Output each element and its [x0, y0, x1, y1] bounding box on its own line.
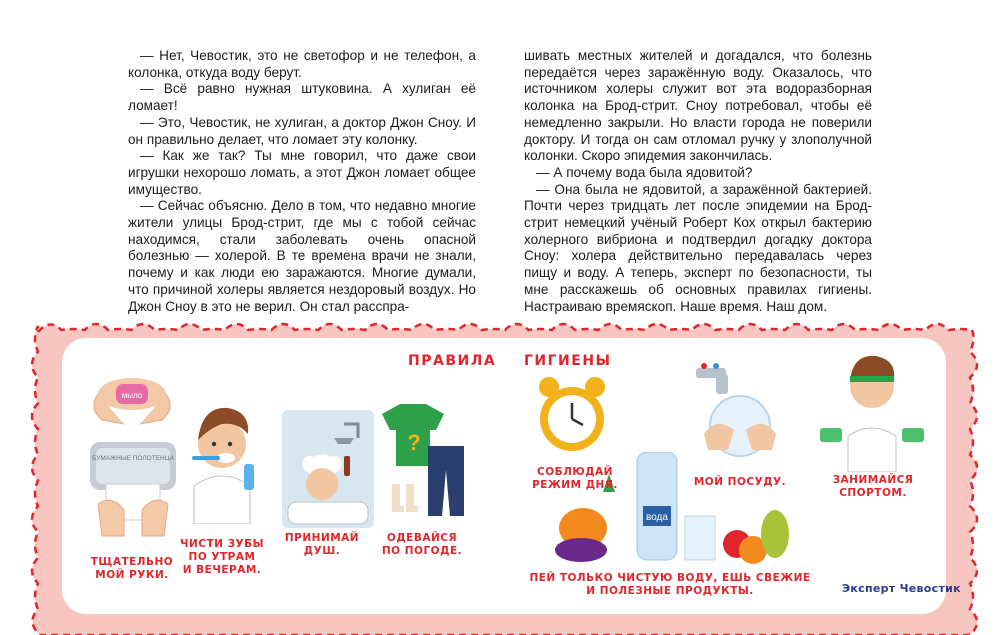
- rule-shower: [272, 532, 372, 558]
- caption-line: И ВЕЧЕРАМ.: [182, 564, 262, 576]
- caption-line: РЕЖИМ ДНЯ.: [532, 479, 618, 491]
- banner-title-right: ГИГИЕНЫ: [524, 353, 612, 369]
- caption-line: ПРИНИМАЙ: [284, 532, 360, 544]
- caption-line: СПОРТОМ.: [839, 487, 907, 499]
- caption-line: ОДЕВАЙСЯ: [386, 532, 458, 544]
- soap-label: мыло: [121, 391, 143, 400]
- signature-expert: Эксперт Чевостик: [842, 582, 961, 595]
- caption-line: ЗАНИМАЙСЯ: [832, 474, 914, 486]
- clothes-illustration: [374, 398, 474, 520]
- bottle-label: вода: [646, 512, 668, 523]
- sport-boy-illustration: [818, 352, 926, 472]
- rule-wash-hands: [82, 556, 182, 582]
- caption-line: ЧИСТИ ЗУБЫ: [179, 538, 265, 550]
- rule-clean-water-fresh-food: [520, 572, 820, 598]
- rule-dress-for-weather: [372, 532, 472, 558]
- caption-line: МОЙ РУКИ.: [95, 569, 169, 581]
- banner-title-left: ПРАВИЛА: [408, 353, 497, 369]
- right-paragraph: — Она была не ядовитой, а заражённой бактерией. Почти через тридцать лет после эпидемии на Брод-стрит немецкий учёный Роберт Кох открыл бактерию холерного вибриона и подтвердил догадку доктора Сноу: холера действительно передавалась через пищу и воду. А теперь, эксперт по безопасности, ты мне расскажешь об основных правилах гигиены. Настраиваю времяскоп. Наше время. Наш дом.: [524, 181, 872, 314]
- rule-wash-dishes: [685, 476, 795, 489]
- text-column-left: [128, 48, 476, 315]
- caption-line: СОБЛЮДАЙ: [537, 466, 613, 478]
- caption-line: ДУШ.: [303, 545, 341, 557]
- text-column-right: [524, 48, 872, 315]
- alarm-clock-illustration: [535, 375, 609, 455]
- towel-label: БУМАЖНЫЕ ПОЛОТЕНЦА: [92, 455, 174, 462]
- caption-line: ПЕЙ ТОЛЬКО ЧИСТУЮ ВОДУ, ЕШЬ СВЕЖИЕ: [529, 572, 811, 584]
- caption-line: ПО ПОГОДЕ.: [381, 545, 463, 557]
- rule-daily-routine: [520, 466, 630, 492]
- caption-line: И ПОЛЕЗНЫЕ ПРОДУКТЫ.: [586, 585, 754, 597]
- brushing-teeth-illustration: [182, 400, 262, 524]
- right-paragraph: шивать местных жителей и догадался, что болезнь передаётся через заражённую воду. Оказалось, что источником холеры служит вот эта водоразборная колонка на Брод-стрит. Сноу потребовал, чтобы её немедленно закрыли. Но власти города не поверили доктору. И тогда он сам отломал ручку у злополучной колонки. Скоро эпидемия закончилась.: [524, 48, 872, 164]
- shower-illustration: [282, 410, 374, 528]
- left-paragraph: — Всё равно нужная штуковина. А хулиган её ломает!: [128, 81, 476, 114]
- left-paragraph: — Сейчас объясню. Дело в том, что недавно многие жители улицы Брод-стрит, где мы с тобой сейчас находимся, стали заболевать очень опасной болезнью — холерой. В те времена врачи не знали, почему и как люди ею заражаются. Многие думали, что причиной холеры является нездоровый воздух. Но Джон Сноу в это не верил. Он стал расспра-: [128, 198, 476, 314]
- right-paragraph: — А почему вода была ядовитой?: [536, 164, 753, 180]
- rule-brush-teeth: [172, 538, 272, 577]
- svg-text:?: ?: [407, 430, 421, 455]
- caption-line: ТЩАТЕЛЬНО: [90, 556, 174, 568]
- left-paragraph: — Это, Чевостик, не хулиган, а доктор Джон Сноу. И он правильно делает, что ломает эту колонку.: [128, 114, 476, 147]
- handwashing-illustration: [78, 372, 188, 544]
- caption-line: МОЙ ПОСУДУ.: [693, 476, 787, 488]
- left-paragraph: — Нет, Чевостик, это не светофор и не телефон, а колонка, откуда воду берут.: [128, 48, 476, 80]
- left-paragraph: — Как же так? Ты мне говорил, что даже свои игрушки нехорошо ломать, а этот Джон ломает общее имущество.: [128, 148, 476, 197]
- caption-line: ПО УТРАМ: [188, 551, 256, 563]
- rule-do-sport: [818, 474, 928, 500]
